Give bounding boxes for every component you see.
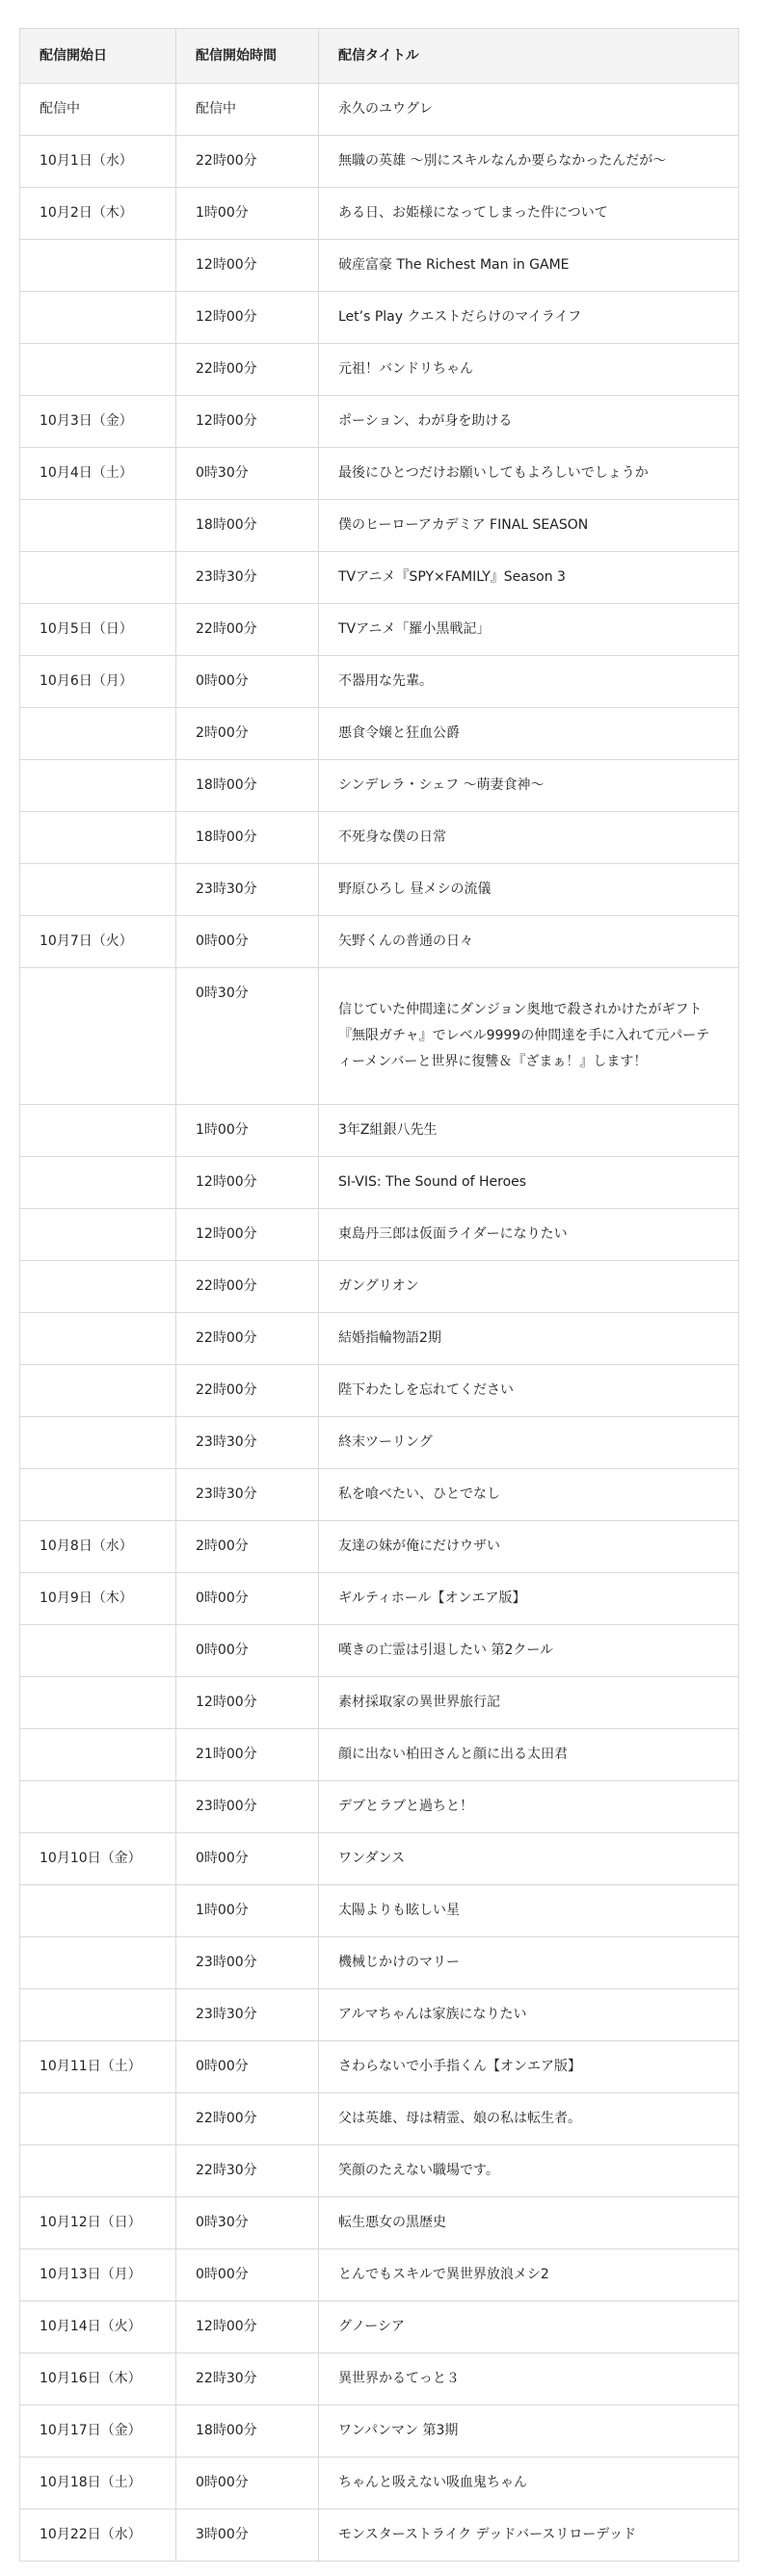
cell-time: 23時00分 [176,1781,319,1833]
cell-title: 機械じかけのマリー [319,1937,739,1989]
cell-date [20,708,176,760]
cell-date: 10月2日（木） [20,188,176,240]
cell-date [20,1781,176,1833]
table-row [20,2301,739,2353]
cell-time: 22時00分 [176,1313,319,1365]
cell-title: ギルティホール【オンエア版】 [319,1573,739,1625]
cell-date [20,2145,176,2197]
cell-date: 配信中 [20,84,176,136]
cell-date: 10月8日（水） [20,1521,176,1573]
cell-time: 1時00分 [176,188,319,240]
cell-time: 0時00分 [176,1573,319,1625]
cell-title: 終末ツーリング [319,1417,739,1469]
cell-date: 10月16日（木） [20,2353,176,2405]
cell-date: 10月6日（月） [20,656,176,708]
cell-date [20,2093,176,2145]
cell-date [20,240,176,292]
table-row [20,708,739,760]
table-row [20,136,739,188]
cell-time: 3時00分 [176,2510,319,2562]
cell-time: 22時00分 [176,604,319,656]
table-row [20,2145,739,2197]
cell-date [20,1105,176,1157]
cell-time: 12時00分 [176,2301,319,2353]
cell-date [20,760,176,812]
cell-time: 23時30分 [176,1469,319,1521]
table-row [20,396,739,448]
table-row [20,760,739,812]
table-row [20,864,739,916]
cell-time: 0時00分 [176,916,319,968]
table-row [20,1365,739,1417]
cell-title: デブとラブと過ちと！ [319,1781,739,1833]
streaming-schedule-table [19,28,739,2562]
cell-date [20,812,176,864]
header-row [20,29,739,84]
cell-date: 10月22日（水） [20,2510,176,2562]
cell-title: 野原ひろし 昼メシの流儀 [319,864,739,916]
table-row [20,656,739,708]
table-row [20,1677,739,1729]
cell-time: 0時00分 [176,2041,319,2093]
cell-title: 東島丹三郎は仮面ライダーになりたい [319,1209,739,1261]
cell-date [20,1885,176,1937]
cell-date [20,1313,176,1365]
cell-title: 顔に出ない柏田さんと顔に出る太田君 [319,1729,739,1781]
cell-title: グノーシア [319,2301,739,2353]
cell-title: 笑顔のたえない職場です。 [319,2145,739,2197]
cell-date [20,1469,176,1521]
cell-title: アルマちゃんは家族になりたい [319,1989,739,2041]
table-row [20,1469,739,1521]
cell-date [20,1261,176,1313]
cell-title: 無職の英雄 〜別にスキルなんか要らなかったんだが〜 [319,136,739,188]
cell-title: ワンパンマン 第3期 [319,2405,739,2458]
table-row [20,1521,739,1573]
table-row [20,1885,739,1937]
table-row [20,84,739,136]
cell-date [20,1625,176,1677]
cell-title: 素材採取家の異世界旅行記 [319,1677,739,1729]
cell-time: 22時00分 [176,344,319,396]
cell-time: 0時30分 [176,2197,319,2249]
cell-time: 1時00分 [176,1885,319,1937]
cell-date: 10月13日（月） [20,2249,176,2301]
cell-time: 18時00分 [176,2405,319,2458]
cell-title: さわらないで小手指くん【オンエア版】 [319,2041,739,2093]
cell-date: 10月10日（金） [20,1833,176,1885]
cell-date [20,1989,176,2041]
table-row [20,2458,739,2510]
cell-title: TVアニメ「羅小黒戦記」 [319,604,739,656]
table-row [20,1625,739,1677]
cell-title: ちゃんと吸えない吸血鬼ちゃん [319,2458,739,2510]
cell-title: 友達の妹が俺にだけウザい [319,1521,739,1573]
cell-time: 12時00分 [176,1677,319,1729]
cell-title: 結婚指輪物語2期 [319,1313,739,1365]
table-row [20,1417,739,1469]
cell-title: 私を喰べたい、ひとでなし [319,1469,739,1521]
cell-title: 信じていた仲間達にダンジョン奥地で殺されかけたがギフト『無限ガチャ』でレベル9999の仲間達を手に入れて元パーティーメンバーと世界に復讐＆『ざまぁ！』します！ [319,968,739,1105]
header-date: 配信開始日 [20,29,176,84]
cell-date: 10月11日（土） [20,2041,176,2093]
cell-time: 12時00分 [176,396,319,448]
cell-time: 0時00分 [176,1625,319,1677]
table-row [20,1105,739,1157]
cell-time: 12時00分 [176,1157,319,1209]
cell-title: シンデレラ・シェフ 〜萌妻食神〜 [319,760,739,812]
cell-title: 元祖！バンドリちゃん [319,344,739,396]
cell-title: ワンダンス [319,1833,739,1885]
cell-date [20,1729,176,1781]
cell-time: 22時30分 [176,2145,319,2197]
cell-date: 10月4日（土） [20,448,176,500]
cell-title: 父は英雄、母は精霊、娘の私は転生者。 [319,2093,739,2145]
cell-date: 10月18日（土） [20,2458,176,2510]
cell-date [20,968,176,1105]
cell-date: 10月7日（火） [20,916,176,968]
cell-title: 不器用な先輩。 [319,656,739,708]
table-row [20,1729,739,1781]
cell-title: 異世界かるてっと３ [319,2353,739,2405]
cell-title: 僕のヒーローアカデミア FINAL SEASON [319,500,739,552]
cell-time: 1時00分 [176,1105,319,1157]
cell-time: 23時30分 [176,1417,319,1469]
table-row [20,2405,739,2458]
table-header [20,29,739,84]
cell-date [20,1677,176,1729]
cell-time: 0時30分 [176,448,319,500]
cell-time: 0時30分 [176,968,319,1105]
table-row [20,1261,739,1313]
cell-title: ある日、お姫様になってしまった件について [319,188,739,240]
cell-time: 配信中 [176,84,319,136]
cell-date [20,552,176,604]
cell-date [20,1365,176,1417]
cell-time: 21時00分 [176,1729,319,1781]
table-row [20,968,739,1105]
cell-time: 18時00分 [176,812,319,864]
cell-date [20,1937,176,1989]
cell-time: 2時00分 [176,708,319,760]
table-row [20,916,739,968]
cell-time: 0時00分 [176,1833,319,1885]
cell-title: 悪食令嬢と狂血公爵 [319,708,739,760]
cell-title: Let’s Play クエストだらけのマイライフ [319,292,739,344]
table-row [20,2197,739,2249]
table-row [20,2510,739,2562]
table-row [20,1573,739,1625]
cell-date: 10月9日（木） [20,1573,176,1625]
cell-time: 22時00分 [176,2093,319,2145]
cell-title: 破産富豪 The Richest Man in GAME [319,240,739,292]
cell-date: 10月17日（金） [20,2405,176,2458]
cell-title: 3年Z組銀八先生 [319,1105,739,1157]
cell-title: モンスターストライク デッドバースリローデッド [319,2510,739,2562]
cell-time: 23時00分 [176,1937,319,1989]
cell-time: 23時30分 [176,552,319,604]
table-row [20,188,739,240]
cell-date: 10月3日（金） [20,396,176,448]
cell-time: 22時00分 [176,136,319,188]
cell-title: ガングリオン [319,1261,739,1313]
cell-date: 10月5日（日） [20,604,176,656]
cell-time: 12時00分 [176,292,319,344]
header-title: 配信タイトル [319,29,739,84]
cell-title: 陛下わたしを忘れてください [319,1365,739,1417]
table-row [20,2041,739,2093]
cell-time: 0時00分 [176,2249,319,2301]
cell-title: 太陽よりも眩しい星 [319,1885,739,1937]
cell-time: 22時30分 [176,2353,319,2405]
cell-title: SI-VIS: The Sound of Heroes [319,1157,739,1209]
table-row [20,2249,739,2301]
table-row [20,500,739,552]
cell-title: ポーション、わが身を助ける [319,396,739,448]
cell-date: 10月12日（日） [20,2197,176,2249]
cell-title: TVアニメ『SPY×FAMILY』Season 3 [319,552,739,604]
cell-time: 23時30分 [176,864,319,916]
cell-date [20,864,176,916]
cell-time: 23時30分 [176,1989,319,2041]
cell-time: 2時00分 [176,1521,319,1573]
table-row [20,2353,739,2405]
cell-date: 10月1日（水） [20,136,176,188]
table-row [20,604,739,656]
cell-title: 不死身な僕の日常 [319,812,739,864]
cell-title: 最後にひとつだけお願いしてもよろしいでしょうか [319,448,739,500]
cell-time: 12時00分 [176,1209,319,1261]
table-row [20,292,739,344]
cell-title: 矢野くんの普通の日々 [319,916,739,968]
cell-time: 12時00分 [176,240,319,292]
cell-date [20,500,176,552]
table-row [20,344,739,396]
cell-title: 永久のユウグレ [319,84,739,136]
table-row [20,1833,739,1885]
cell-time: 0時00分 [176,2458,319,2510]
cell-time: 22時00分 [176,1365,319,1417]
table-row [20,1989,739,2041]
table-row [20,1209,739,1261]
table-row [20,1313,739,1365]
table-row [20,812,739,864]
table-row [20,2093,739,2145]
cell-date [20,1157,176,1209]
table-row [20,448,739,500]
cell-title: 嘆きの亡霊は引退したい 第2クール [319,1625,739,1677]
cell-title: とんでもスキルで異世界放浪メシ2 [319,2249,739,2301]
table-row [20,1157,739,1209]
cell-date [20,1417,176,1469]
table-body [20,84,739,2562]
cell-date [20,1209,176,1261]
cell-time: 22時00分 [176,1261,319,1313]
table-row [20,240,739,292]
cell-time: 0時00分 [176,656,319,708]
cell-title: 転生悪女の黒歴史 [319,2197,739,2249]
cell-date [20,344,176,396]
table-row [20,552,739,604]
header-time: 配信開始時間 [176,29,319,84]
cell-date [20,292,176,344]
table-row [20,1781,739,1833]
table-row [20,1937,739,1989]
cell-time: 18時00分 [176,500,319,552]
cell-time: 18時00分 [176,760,319,812]
cell-date: 10月14日（火） [20,2301,176,2353]
